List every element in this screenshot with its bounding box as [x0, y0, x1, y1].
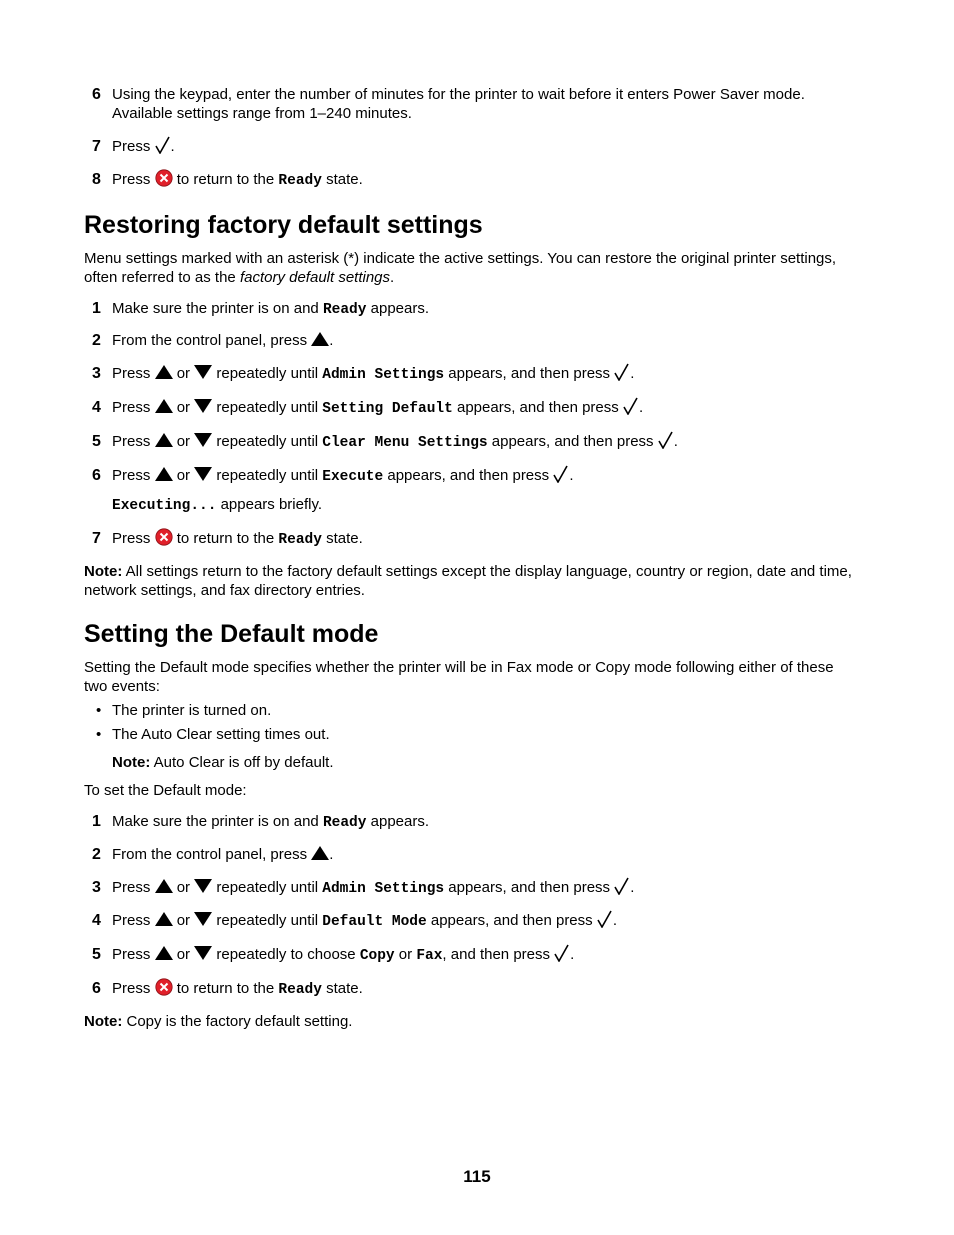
up-arrow-icon [155, 365, 173, 379]
check-icon [614, 877, 630, 895]
check-icon [553, 465, 569, 483]
step-number: 7 [92, 138, 101, 155]
check-icon [597, 910, 613, 928]
step-text: Available settings range from 1–240 minutes. [112, 105, 412, 122]
up-arrow-icon [155, 912, 173, 926]
section-heading: Setting the Default mode [84, 620, 379, 648]
check-icon [155, 136, 171, 154]
check-icon [623, 397, 639, 415]
up-arrow-icon [155, 879, 173, 893]
down-arrow-icon [194, 365, 212, 379]
step-number: 8 [92, 171, 101, 188]
section-intro: Setting the Default mode specifies whether the printer will be in Fax mode or Copy mode following either of these two events: [84, 659, 834, 695]
bullet-note: Note: Auto Clear is off by default. [112, 754, 334, 771]
down-arrow-icon [194, 399, 212, 413]
stop-x-icon [155, 978, 173, 996]
lead-in: To set the Default mode: [84, 782, 247, 799]
check-icon [658, 431, 674, 449]
step-text: Using the keypad, enter the number of minutes for the printer to wait before it enters Power Saver mode. [112, 86, 805, 103]
down-arrow-icon [194, 433, 212, 447]
down-arrow-icon [194, 879, 212, 893]
up-arrow-icon [311, 332, 329, 346]
up-arrow-icon [155, 433, 173, 447]
down-arrow-icon [194, 946, 212, 960]
up-arrow-icon [155, 946, 173, 960]
note: Note: All settings return to the factory default settings except the display language, country or region, date and time, network settings, and fax directory entries. [84, 563, 852, 599]
check-icon [554, 944, 570, 962]
check-icon [614, 363, 630, 381]
section-heading: Restoring factory default settings [84, 211, 483, 239]
up-arrow-icon [155, 399, 173, 413]
up-arrow-icon [155, 467, 173, 481]
step-number: 6 [92, 86, 101, 103]
down-arrow-icon [194, 467, 212, 481]
stop-x-icon [155, 169, 173, 187]
down-arrow-icon [194, 912, 212, 926]
page-number: 115 [463, 1167, 491, 1186]
note: Note: Copy is the factory default setting. [84, 1013, 353, 1030]
stop-x-icon [155, 528, 173, 546]
up-arrow-icon [311, 846, 329, 860]
executing-line: Executing... appears briefly. [112, 496, 323, 514]
manual-page: 6 Using the keypad, enter the number of minutes for the printer to wait before it enters Power Saver mode. Available settings range from 1–240 minutes. 7 Press . 8 Press to return to the Ready state. Restoring factory default settings Menu settings marked with an asterisk (*) indicate the active settings. You can restore the original printer settings, often referred to as the factory default settings. 1 Make sure the printer is on and Ready appears. 2 From the control panel, press . 3 Press or repeatedly until Admin Settings appears, and then press . 4 Press or repeatedly until Setting Default appears, and then press . 5 Press or repeatedly until Clear Menu Settings appears, and then press . 6 Press or repeatedly until Execute appears, and then press . Executing... appears briefly. 7 Press to return to the Ready state. Note: All settings return to the factory default settings except the display language, country or region, date and time, network settings, and fax directory entries. Setting the Default mode Setting the Default mode specifies whether the printer will be in Fax mode or Copy mode following either of these two events: • The printer is turned on. • The Auto Clear setting times out. Note: Auto Clear is off by default. To set the Default mode: 1 Make sure the printer is on and Ready appears. 2 From the control panel, press . 3 Press or repeatedly until Admin Settings appears, and then press . 4 Press or repeatedly until Default Mode appears, and then press . 5 Press or repeatedly to choose Copy or Fax, and then press . 6 Press to return to the Ready state. Note: Copy is the factory default setting. 115 [0, 0, 954, 1235]
section-intro: Menu settings marked with an asterisk (*) indicate the active settings. You can restore the original printer settings, often referred to as the factory default settings. [84, 250, 837, 286]
